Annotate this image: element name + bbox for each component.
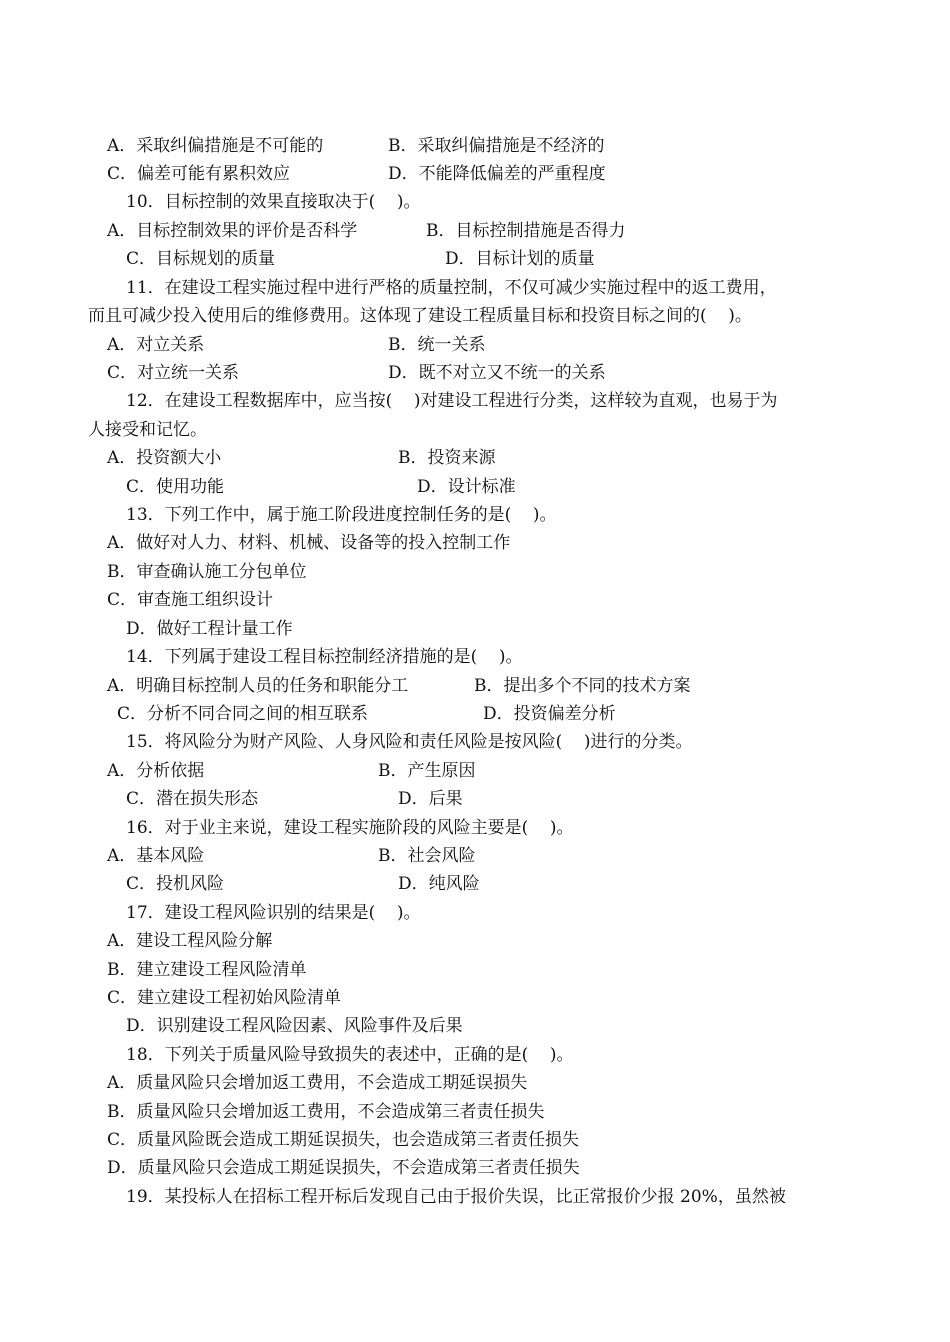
q11-option-d: D．既不对立又不统一的关系 bbox=[388, 363, 606, 383]
q13-option-c: C．审查施工组织设计 bbox=[107, 590, 274, 610]
q16-option-a: A．基本风险 bbox=[107, 846, 205, 866]
q15-option-b: B．产生原因 bbox=[378, 761, 476, 781]
q9-option-b: B．采取纠偏措施是不经济的 bbox=[388, 136, 605, 156]
q11-stem-line2: 而且可减少投入使用后的维修费用。这体现了建设工程质量目标和投资目标之间的( )。 bbox=[88, 306, 752, 326]
q14-option-a: A．明确目标控制人员的任务和职能分工 bbox=[107, 676, 409, 696]
q16-option-b: B．社会风险 bbox=[378, 846, 476, 866]
q11-option-a: A．对立关系 bbox=[107, 335, 205, 355]
q10-option-b: B．目标控制措施是否得力 bbox=[426, 221, 626, 241]
q11-stem-line1: 11．在建设工程实施过程中进行严格的质量控制，不仅可减少实施过程中的返工费用， bbox=[126, 278, 777, 298]
q12-option-a: A．投资额大小 bbox=[107, 448, 222, 468]
q18-option-b: B．质量风险只会增加返工费用，不会造成第三者责任损失 bbox=[107, 1102, 545, 1122]
q10-option-d: D．目标计划的质量 bbox=[445, 249, 595, 269]
q9-option-c: C．偏差可能有累积效应 bbox=[107, 164, 291, 184]
q18-option-d: D．质量风险只会造成工期延误损失，不会造成第三者责任损失 bbox=[107, 1158, 580, 1178]
q10-option-a: A．目标控制效果的评价是否科学 bbox=[107, 221, 358, 241]
q15-option-a: A．分析依据 bbox=[107, 761, 205, 781]
q14-option-b: B．提出多个不同的技术方案 bbox=[474, 676, 691, 696]
q13-option-a: A．做好对人力、材料、机械、设备等的投入控制工作 bbox=[107, 533, 511, 553]
q16-option-d: D．纯风险 bbox=[398, 874, 480, 894]
q17-option-b: B．建立建设工程风险清单 bbox=[107, 960, 307, 980]
q9-option-d: D．不能降低偏差的严重程度 bbox=[388, 164, 606, 184]
q17-option-a: A．建设工程风险分解 bbox=[107, 931, 273, 951]
q11-option-c: C．对立统一关系 bbox=[107, 363, 240, 383]
q11-option-b: B．统一关系 bbox=[388, 335, 486, 355]
q9-option-a: A．采取纠偏措施是不可能的 bbox=[107, 136, 324, 156]
q12-option-d: D．设计标准 bbox=[417, 477, 516, 497]
q12-option-c: C．使用功能 bbox=[126, 477, 225, 497]
q14-stem: 14．下列属于建设工程目标控制经济措施的是( )。 bbox=[126, 647, 523, 667]
q17-option-c: C．建立建设工程初始风险清单 bbox=[107, 988, 342, 1008]
q13-option-b: B．审查确认施工分包单位 bbox=[107, 562, 307, 582]
q16-stem: 16．对于业主来说，建设工程实施阶段的风险主要是( )。 bbox=[126, 818, 574, 838]
q14-option-d: D．投资偏差分析 bbox=[483, 704, 616, 724]
q12-option-b: B．投资来源 bbox=[398, 448, 496, 468]
q13-stem: 13．下列工作中，属于施工阶段进度控制任务的是( )。 bbox=[126, 505, 557, 525]
q10-stem: 10．目标控制的效果直接取决于( )。 bbox=[126, 192, 421, 212]
q15-stem: 15．将风险分为财产风险、人身风险和责任风险是按风险( )进行的分类。 bbox=[126, 732, 693, 752]
q15-option-c: C．潜在损失形态 bbox=[126, 789, 259, 809]
q18-option-a: A．质量风险只会增加返工费用，不会造成工期延误损失 bbox=[107, 1073, 528, 1093]
q18-stem: 18．下列关于质量风险导致损失的表述中，正确的是( )。 bbox=[126, 1045, 574, 1065]
q13-option-d: D．做好工程计量工作 bbox=[126, 619, 293, 639]
q14-option-c: C．分析不同合同之间的相互联系 bbox=[117, 704, 369, 724]
q12-stem-line2: 人接受和记忆。 bbox=[88, 420, 207, 440]
q12-stem-line1: 12．在建设工程数据库中，应当按( )对建设工程进行分类，这样较为直观，也易于为 bbox=[126, 391, 778, 411]
q15-option-d: D．后果 bbox=[398, 789, 463, 809]
q16-option-c: C．投机风险 bbox=[126, 874, 225, 894]
q17-stem: 17．建设工程风险识别的结果是( )。 bbox=[126, 903, 421, 923]
q19-stem-line1: 19．某投标人在招标工程开标后发现自己由于报价失误，比正常报价少报 20%，虽然被 bbox=[126, 1187, 786, 1207]
q18-option-c: C．质量风险既会造成工期延误损失，也会造成第三者责任损失 bbox=[107, 1130, 580, 1150]
q17-option-d: D．识别建设工程风险因素、风险事件及后果 bbox=[126, 1016, 463, 1036]
q10-option-c: C．目标规划的质量 bbox=[126, 249, 276, 269]
